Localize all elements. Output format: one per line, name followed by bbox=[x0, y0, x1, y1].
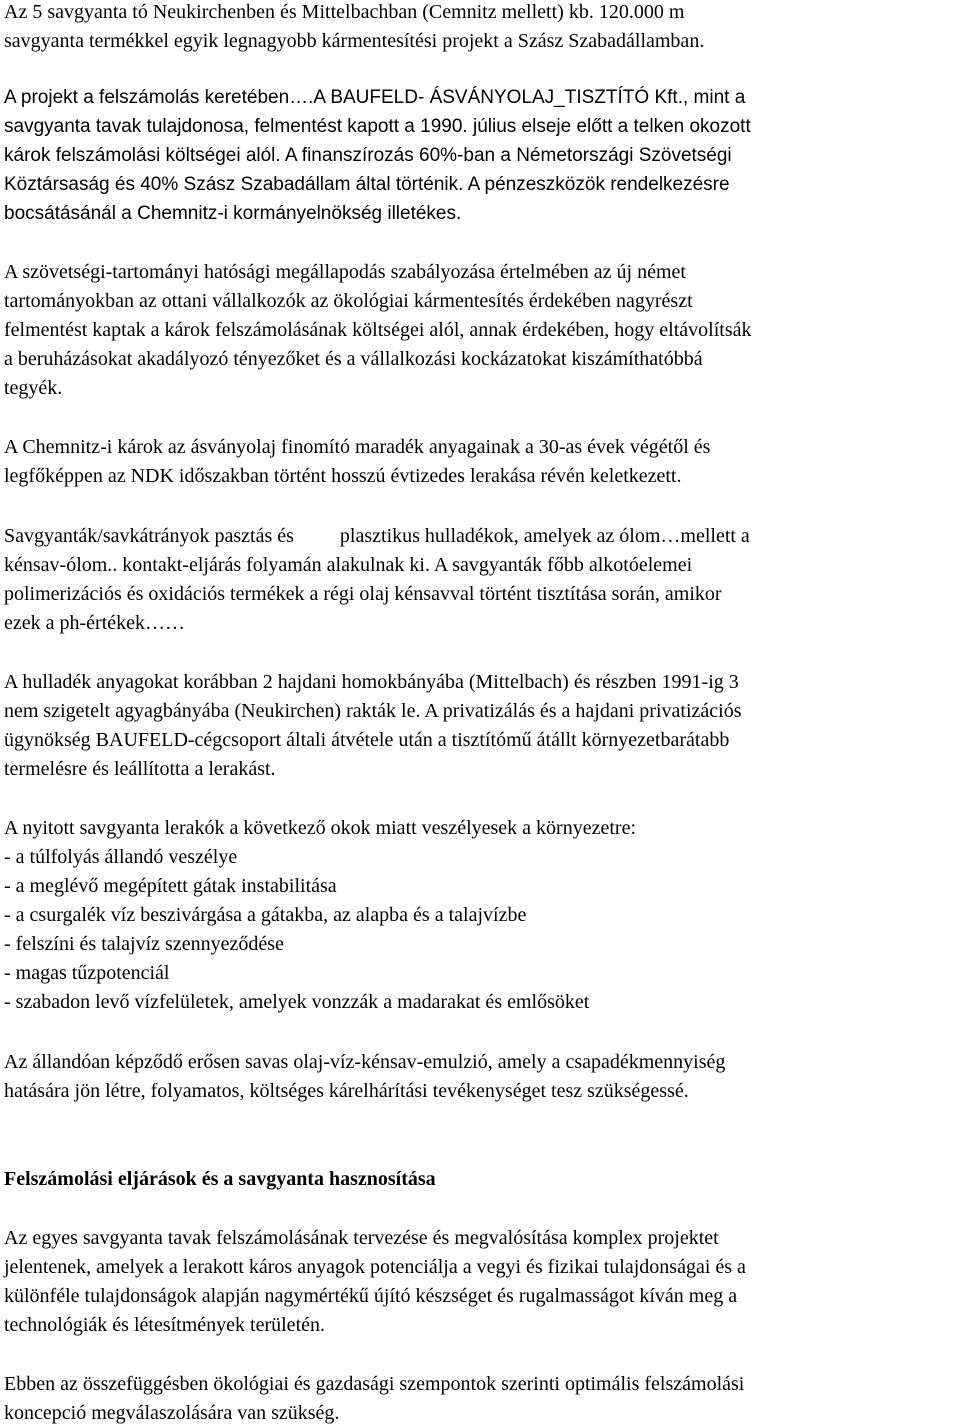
text-line: felmentést kaptak a károk felszámolásának költségei alól, annak érdekében, hogy eltávolítsák bbox=[4, 319, 752, 341]
list-item: - szabadon levő vízfelületek, amelyek vonzzák a madarakat és emlősöket bbox=[4, 991, 590, 1013]
paragraph-1 bbox=[4, 0, 956, 56]
text-line: Ebben az összefüggésben ökológiai és gazdasági szempontok szerinti optimális felszámolási bbox=[4, 1373, 745, 1395]
text-line: koncepció megválaszolására van szükség. bbox=[4, 1402, 340, 1424]
list-item: - a túlfolyás állandó veszélye bbox=[4, 846, 238, 868]
text-line: jelentenek, amelyek a lerakott káros anyagok potenciálja a vegyi és fizikai tulajdonságai és a bbox=[4, 1256, 746, 1278]
text-line: kénsav-ólom.. kontakt-eljárás folyamán alakulnak ki. A savgyanták főbb alkotóelemei bbox=[4, 554, 693, 576]
text-line: A szövetségi-tartományi hatósági megállapodás szabályozása értelmében az új német bbox=[4, 261, 686, 283]
text-line: ügynökség BAUFELD-cégcsoport általi átvétele után a tisztítómű átállt környezetbarátabb bbox=[4, 729, 730, 751]
text-line: Az egyes savgyanta tavak felszámolásának tervezése és megvalósítása komplex projektet bbox=[4, 1227, 719, 1249]
paragraph-3 bbox=[4, 258, 956, 403]
text-line: A hulladék anyagokat korábban 2 hajdani homokbányába (Mittelbach) és részben 1991-ig 3 bbox=[4, 671, 739, 693]
text-line: Az állandóan képződő erősen savas olaj-víz-kénsav-emulzió, amely a csapadékmennyiség bbox=[4, 1051, 726, 1073]
list-item: - felszíni és talajvíz szennyeződése bbox=[4, 933, 284, 955]
text-line: a beruházásokat akadályozó tényezőket és a vállalkozási kockázatokat kiszámíthatóbbá bbox=[4, 348, 703, 370]
text-line: tegyék. bbox=[4, 377, 63, 399]
text-line: hatására jön létre, folyamatos, költséges kárelhárítási tevékenységet tesz szükségessé. bbox=[4, 1080, 689, 1102]
text-line: savgyanta termékkel egyik legnagyobb kármentesítési projekt a Szász Szabadállamban. bbox=[4, 30, 705, 52]
text-line: termelésre és leállította a lerakást. bbox=[4, 758, 276, 780]
text-line: nem szigetelt agyagbányába (Neukirchen) rakták le. A privatizálás és a hajdani privatizációs bbox=[4, 700, 742, 722]
paragraph-10 bbox=[4, 1370, 956, 1428]
text-line: bocsátásánál a Chemnitz-i kormányelnökség illetékes. bbox=[4, 203, 462, 224]
paragraph-2 bbox=[4, 83, 956, 228]
text-line: A Chemnitz-i károk az ásványolaj finomító maradék anyagainak a 30-as évek végétől és bbox=[4, 436, 711, 458]
text-line: technológiák és létesítmények területén. bbox=[4, 1314, 325, 1336]
text-line: károk felszámolási költségei alól. A finanszírozás 60%-ban a Németországi Szövetségi bbox=[4, 145, 732, 166]
text-line: tartományokban az ottani vállalkozók az ökológiai kármentesítés érdekében nagyrészt bbox=[4, 290, 693, 312]
text-segment: Savgyanták/savkátrányok pasztás és bbox=[4, 525, 294, 547]
text-line: Köztársaság és 40% Szász Szabadállam által történik. A pénzeszközök rendelkezésre bbox=[4, 174, 730, 195]
paragraph-8 bbox=[4, 1048, 956, 1106]
text-line: A nyitott savgyanta lerakók a következő okok miatt veszélyesek a környezetre: bbox=[4, 817, 637, 839]
list-item: - magas tűzpotenciál bbox=[4, 962, 170, 984]
text-line: Az 5 savgyanta tó Neukirchenben és Mittelbachban (Cemnitz mellett) kb. 120.000 m bbox=[4, 1, 685, 23]
text-line: savgyanta tavak tulajdonosa, felmentést kapott a 1990. július elseje előtt a telken okozott bbox=[4, 116, 751, 137]
paragraph-7 bbox=[4, 814, 956, 1017]
list-item: - a meglévő megépített gátak instabilitása bbox=[4, 875, 337, 897]
section-heading: Felszámolási eljárások és a savgyanta hasznosítása bbox=[4, 1168, 436, 1190]
text-line: A projekt a felszámolás keretében….A BAUFELD- ÁSVÁNYOLAJ_TISZTÍTÓ Kft., mint a bbox=[4, 87, 746, 108]
paragraph-9 bbox=[4, 1224, 956, 1340]
paragraph-6 bbox=[4, 668, 956, 784]
text-line bbox=[4, 522, 956, 551]
list-item: - a csurgalék víz beszivárgása a gátakba, az alapba és a talajvízbe bbox=[4, 904, 527, 926]
paragraph-4 bbox=[4, 433, 956, 491]
text-segment: plasztikus hulladékok, amelyek az ólom…mellett a bbox=[339, 525, 750, 547]
text-line: különféle tulajdonságok alapján nagymértékű újító készséget és rugalmasságot kíván meg a bbox=[4, 1285, 738, 1307]
text-line: legfőképpen az NDK időszakban történt hosszú évtizedes lerakása révén keletkezett. bbox=[4, 465, 682, 487]
text-line: polimerizációs és oxidációs termékek a régi olaj kénsavval történt tisztítása során, amikor bbox=[4, 583, 722, 605]
paragraph-5 bbox=[4, 522, 956, 638]
text-line: ezek a ph-értékek…… bbox=[4, 612, 186, 634]
